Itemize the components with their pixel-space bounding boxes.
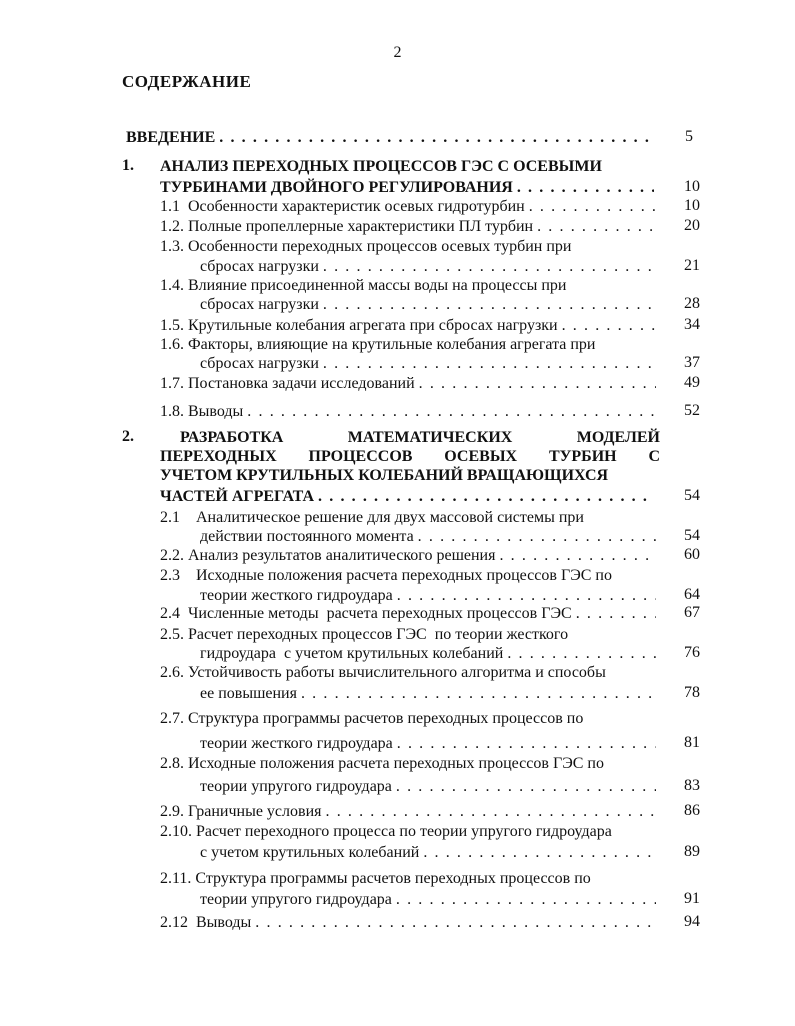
toc-entry <box>160 663 660 682</box>
toc-entry <box>160 237 660 256</box>
leader-dots <box>397 586 656 605</box>
entry-label: теории жесткого гидроудара <box>200 735 393 752</box>
entry-page: 76 <box>684 644 700 661</box>
entry-page: 54 <box>684 527 700 544</box>
leader-dots <box>247 402 656 421</box>
toc-entry-continuation <box>200 295 660 314</box>
entry-label: 2.6. Устойчивость работы вычислительного алгоритма и способы <box>160 664 606 681</box>
entry-page: 54 <box>684 487 700 504</box>
leader-dots <box>396 777 656 796</box>
entry-label: действии постоянного момента <box>200 528 414 545</box>
chapter-number: 1. <box>122 157 134 174</box>
entry-label: 1.2. Полные пропеллерные характеристики ПЛ турбин <box>160 218 534 235</box>
entry-label: 1.8. Выводы <box>160 403 244 420</box>
entry-label: гидроудара с учетом крутильных колебаний <box>200 645 504 662</box>
toc-entry <box>160 402 660 421</box>
toc-entry <box>160 625 660 644</box>
toc-entry <box>160 709 660 728</box>
entry-page: 20 <box>684 217 700 234</box>
entry-page: 67 <box>684 604 700 621</box>
toc-entry-continuation <box>200 684 660 703</box>
chapter-title-line: ЧАСТЕЙ АГРЕГАТА . . . <box>160 487 658 506</box>
toc-entry <box>160 546 660 565</box>
chapter-title-line: АНАЛИЗ ПЕРЕХОДНЫХ ПРОЦЕССОВ ГЭС С ОСЕВЫМИ <box>160 158 602 175</box>
entry-label: 2.8. Исходные положения расчета переходных процессов ГЭС по <box>160 755 604 772</box>
toc-entry <box>160 566 660 585</box>
leader-dots <box>529 197 656 216</box>
entry-page: 78 <box>684 684 700 701</box>
entry-label: 1.5. Крутильные колебания агрегата при сбросах нагрузки <box>160 317 558 334</box>
entry-page: 49 <box>684 374 700 391</box>
chapter-title-line: ПЕРЕХОДНЫХ ПРОЦЕССОВ ОСЕВЫХ ТУРБИН С <box>160 448 660 465</box>
entry-page: 86 <box>684 802 700 819</box>
entry-label: 1.1 Особенности характеристик осевых гидротурбин <box>160 198 525 215</box>
entry-label: 2.5. Расчет переходных процессов ГЭС по теории жесткого <box>160 626 569 643</box>
entry-label: сбросах нагрузки <box>200 296 319 313</box>
entry-label: ВВЕДЕНИЕ <box>126 129 216 146</box>
leader-dots <box>562 316 656 335</box>
entry-label: сбросах нагрузки <box>200 355 319 372</box>
toc-entry-continuation <box>200 734 660 753</box>
leader-dots <box>323 257 656 276</box>
entry-label: 2.9. Граничные условия <box>160 803 322 820</box>
leader-dots <box>576 604 656 623</box>
entry-page: 28 <box>684 295 700 312</box>
entry-page: 52 <box>684 402 700 419</box>
toc-entry <box>160 276 660 295</box>
entry-label: 1.3. Особенности переходных процессов осевых турбин при <box>160 238 572 255</box>
entry-page: 10 <box>684 178 700 195</box>
leader-dots <box>507 644 656 663</box>
toc-entry-continuation <box>200 527 660 546</box>
entry-page: 34 <box>684 316 700 333</box>
entry-label: 1.6. Факторы, влияющие на крутильные колебания агрегата при <box>160 336 596 353</box>
entry-label: 1.4. Влияние присоединенной массы воды на процессы при <box>160 277 567 294</box>
entry-page: 89 <box>684 843 700 860</box>
entry-label: сбросах нагрузки <box>200 258 319 275</box>
chapter-title-line: РАЗРАБОТКА МАТЕМАТИЧЕСКИХ МОДЕЛЕЙ <box>180 429 660 446</box>
toc-entry <box>160 197 660 216</box>
entry-label: 2.10. Расчет переходного процесса по теории упругого гидроудара <box>160 823 612 840</box>
toc-entry <box>160 374 660 393</box>
entry-label: 2.4 Численные методы расчета переходных процессов ГЭС <box>160 605 572 622</box>
page-number: 2 <box>393 44 402 61</box>
entry-label: теории упругого гидроудара <box>200 891 392 908</box>
toc-entry-continuation <box>200 644 660 663</box>
toc-entry-continuation <box>200 890 660 909</box>
entry-page: 94 <box>684 913 700 930</box>
entry-label: 2.11. Структура программы расчетов переходных процессов по <box>160 870 591 887</box>
leader-dots <box>301 684 656 703</box>
entry-page: 5 <box>685 128 693 145</box>
toc-entry <box>160 913 660 932</box>
leader-dots <box>499 546 656 565</box>
leader-dots <box>419 374 656 393</box>
entry-label: теории упругого гидроудара <box>200 778 392 795</box>
toc-entry <box>160 335 660 354</box>
leader-dots <box>418 527 656 546</box>
entry-page: 64 <box>684 586 700 603</box>
chapter-number: 2. <box>122 428 134 445</box>
entry-page: 21 <box>684 257 700 274</box>
toc-entry-continuation <box>200 843 660 862</box>
entry-label: 2.2. Анализ результатов аналитического решения <box>160 547 496 564</box>
toc-entry <box>160 217 660 236</box>
entry-page: 10 <box>684 197 700 214</box>
toc-entry-continuation <box>200 257 660 276</box>
entry-label: 2.12 Выводы <box>160 914 252 931</box>
leader-dots <box>326 802 657 821</box>
toc-entry-continuation <box>200 586 660 605</box>
entry-label: теории жесткого гидроудара <box>200 587 393 604</box>
entry-label: 2.7. Структура программы расчетов переходных процессов по <box>160 710 584 727</box>
entry-page: 37 <box>684 354 700 371</box>
toc-entry-intro <box>126 128 658 147</box>
entry-label: 2.1 Аналитическое решение для двух массовой системы при <box>160 509 584 526</box>
toc-entry-continuation <box>200 354 660 373</box>
entry-label: с учетом крутильных колебаний <box>200 844 420 861</box>
entry-page: 60 <box>684 546 700 563</box>
toc-entry <box>160 802 660 821</box>
entry-label: 1.7. Постановка задачи исследований <box>160 375 415 392</box>
leader-dots <box>396 890 656 909</box>
page-title: СОДЕРЖАНИЕ <box>122 72 252 91</box>
toc-entry <box>160 869 660 888</box>
toc-entry-continuation <box>200 777 660 796</box>
chapter-title-line: УЧЕТОМ КРУТИЛЬНЫХ КОЛЕБАНИЙ ВРАЩАЮЩИХСЯ <box>160 467 609 484</box>
toc-entry <box>160 508 660 527</box>
chapter-title-line: ТУРБИНАМИ ДВОЙНОГО РЕГУЛИРОВАНИЯ . . . <box>160 178 658 197</box>
leader-dots <box>423 843 656 862</box>
leader-dots <box>255 913 656 932</box>
entry-page: 81 <box>684 734 700 751</box>
toc-entry <box>160 754 660 773</box>
toc-entry <box>160 316 660 335</box>
leader-dots <box>397 734 656 753</box>
leader-dots <box>323 354 656 373</box>
leader-dots <box>323 295 656 314</box>
leader-dots <box>537 217 656 236</box>
toc-entry <box>160 604 660 623</box>
entry-page: 83 <box>684 777 700 794</box>
toc-entry <box>160 822 660 841</box>
entry-page: 91 <box>684 890 700 907</box>
entry-label: 2.3 Исходные положения расчета переходных процессов ГЭС по <box>160 567 612 584</box>
entry-label: ее повышения <box>200 685 297 702</box>
